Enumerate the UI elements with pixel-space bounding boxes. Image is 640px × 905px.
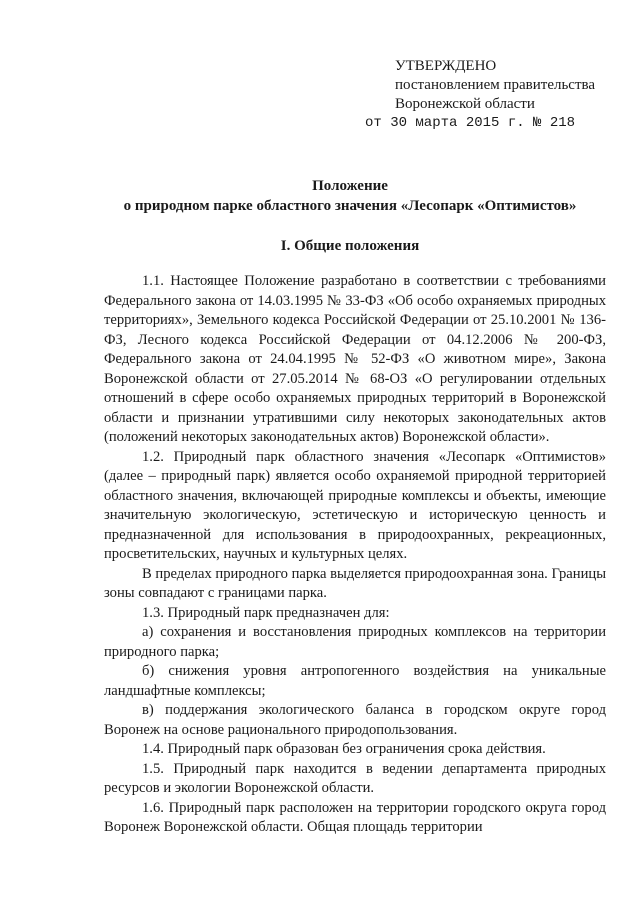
paragraph-1-3-c: в) поддержания экологического баланса в городском округе город Воронеж на основе рационального природопользования.: [104, 702, 606, 738]
approval-title: УТВЕРЖДЕНО: [395, 58, 497, 74]
paragraph-1-1: 1.1. Настоящее Положение разработано в соответствии с требованиями Федерального закона от 14.03.1995 № 33-ФЗ «Об особо охраняемых природных территориях», Земельного кодекса Российской Федерации от 25.10.2001 № 136-ФЗ, Лесного кодекса Российской Федерации от 04.12.2006 № 200-ФЗ, Федерального закона от 24.04.1995 № 52-ФЗ «О животном мире», Закона Воронежской области от 27.05.2014 № 68-ОЗ «О регулировании отдельных отношений в сфере особо охраняемых природных территорий в Воронежской области и признании утратившими силу некоторых законодательных актов (положений некоторых законодательных актов) Воронежской области».: [104, 273, 606, 445]
section-heading: I. Общие положения: [280, 238, 420, 254]
document-body: [104, 272, 606, 838]
paragraph-1-4: 1.4. Природный парк образован без ограничения срока действия.: [142, 741, 546, 757]
paragraph-1-6: 1.6. Природный парк расположен на территории городского округа город Воронеж Воронежской области. Общая площадь территории: [104, 799, 606, 835]
paragraph-1-3-b: б) снижения уровня антропогенного воздействия на уникальные ландшафтные комплексы;: [104, 663, 606, 699]
approval-resolution: постановлением правительства: [395, 77, 596, 93]
paragraph-1-5: 1.5. Природный парк находится в ведении департамента природных ресурсов и экологии Воронежской области.: [104, 760, 606, 796]
approval-region: Воронежской области: [395, 96, 535, 112]
paragraph-1-3-a: а) сохранения и восстановления природных комплексов на территории природного парка;: [104, 624, 606, 660]
approval-date: от 30 марта 2015 г. № 218: [365, 115, 576, 131]
document-title-line2: о природном парке областного значения «Лесопарк «Оптимистов»: [123, 198, 577, 214]
approval-stamp: [365, 57, 635, 133]
document-title-line1: Положение: [312, 178, 388, 194]
paragraph-protected-zone: В пределах природного парка выделяется природоохранная зона. Границы зоны совпадают с границами парка.: [104, 565, 606, 601]
paragraph-1-2: 1.2. Природный парк областного значения «Лесопарк «Оптимистов» (далее – природный парк) является особо охраняемой природной территорией областного значения, включающей природные комплексы и объекты, имеющие значительную экологическую, эстетическую и историческую ценность и предназначенной для использования в природоохранных, рекреационных, просветительских, научных и культурных целях.: [104, 448, 606, 562]
document-title: [100, 176, 600, 216]
paragraph-1-3: 1.3. Природный парк предназначен для:: [142, 604, 390, 621]
